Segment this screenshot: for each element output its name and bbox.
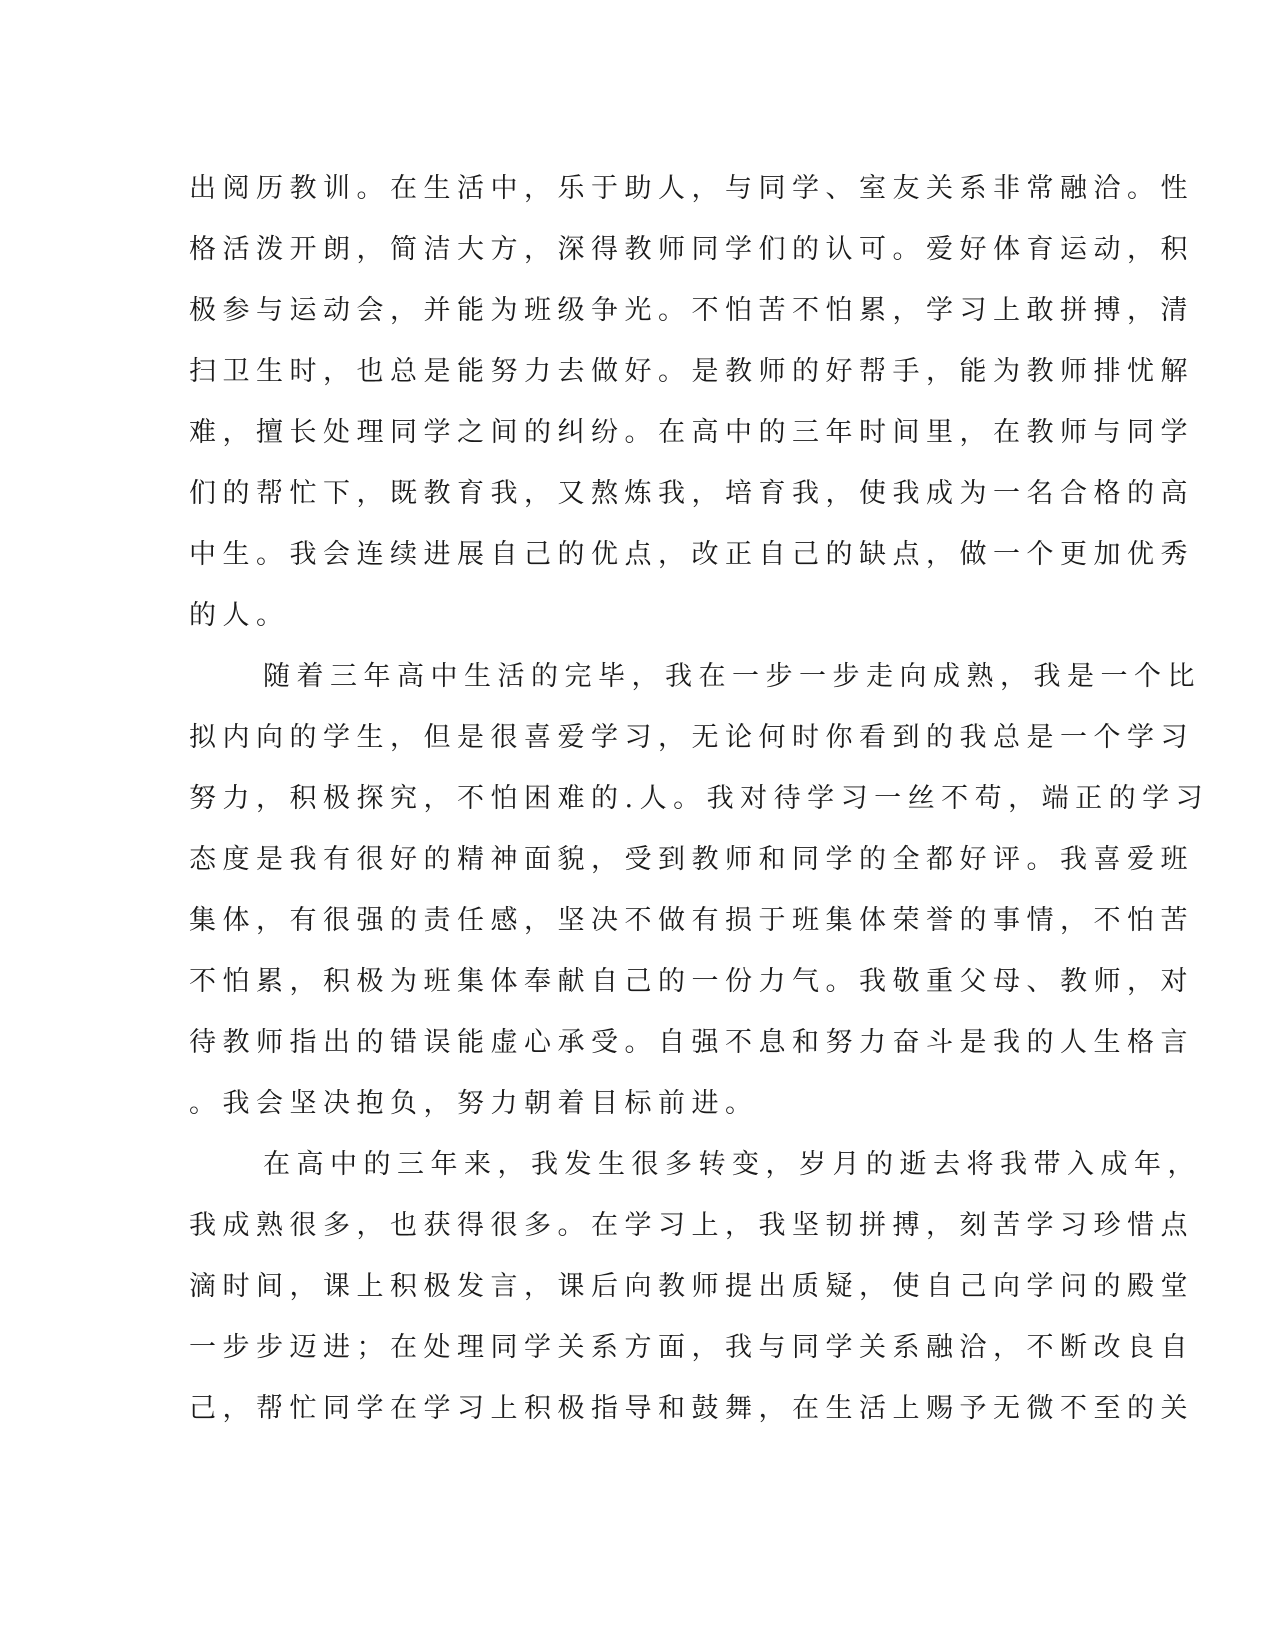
text-line: 的人。 — [189, 600, 290, 631]
text-line: 中生。我会连续进展自己的优点，改正自己的缺点，做一个更加优秀 — [189, 539, 1194, 570]
text-line: 极参与运动会，并能为班级争光。不怕苦不怕累，学习上敢拼搏，清 — [189, 295, 1194, 326]
text-line: 们的帮忙下，既教育我，又熬炼我，培育我，使我成为一名合格的高 — [189, 478, 1194, 509]
text-line: 一步步迈进；在处理同学关系方面，我与同学关系融洽，不断改良自 — [189, 1332, 1194, 1363]
text-line: 滴时间，课上积极发言，课后向教师提出质疑，使自己向学问的殿堂 — [189, 1271, 1194, 1302]
text-line: 。我会坚决抱负，努力朝着目标前进。 — [189, 1088, 759, 1119]
body-text — [189, 158, 1210, 1439]
text-line: 拟内向的学生，但是很喜爱学习，无论何时你看到的我总是一个学习 — [189, 722, 1194, 753]
text-line: 待教师指出的错误能虚心承受。自强不息和努力奋斗是我的人生格言 — [189, 1027, 1194, 1058]
text-line: 努力，积极探究，不怕困难的.人。我对待学习一丝不苟，端正的学习 — [189, 783, 1210, 814]
text-line: 难，擅长处理同学之间的纠纷。在高中的三年时间里，在教师与同学 — [189, 417, 1194, 448]
text-line: 出阅历教训。在生活中，乐于助人，与同学、室友关系非常融洽。性 — [189, 173, 1194, 204]
paragraph-first-line: 随着三年高中生活的完毕，我在一步一步走向成熟，我是一个比 — [263, 661, 1201, 692]
text-line: 格活泼开朗，简洁大方，深得教师同学们的认可。爱好体育运动，积 — [189, 234, 1194, 265]
text-line: 集体，有很强的责任感，坚决不做有损于班集体荣誉的事情，不怕苦 — [189, 905, 1194, 936]
text-line: 不怕累，积极为班集体奉献自己的一份力气。我敬重父母、教师，对 — [189, 966, 1194, 997]
paragraph-first-line: 在高中的三年来，我发生很多转变，岁月的逝去将我带入成年， — [263, 1149, 1201, 1180]
text-line: 己，帮忙同学在学习上积极指导和鼓舞，在生活上赐予无微不至的关 — [189, 1393, 1194, 1424]
text-line: 扫卫生时，也总是能努力去做好。是教师的好帮手，能为教师排忧解 — [189, 356, 1194, 387]
text-line: 态度是我有很好的精神面貌，受到教师和同学的全都好评。我喜爱班 — [189, 844, 1194, 875]
text-line: 我成熟很多，也获得很多。在学习上，我坚韧拼搏，刻苦学习珍惜点 — [189, 1210, 1194, 1241]
